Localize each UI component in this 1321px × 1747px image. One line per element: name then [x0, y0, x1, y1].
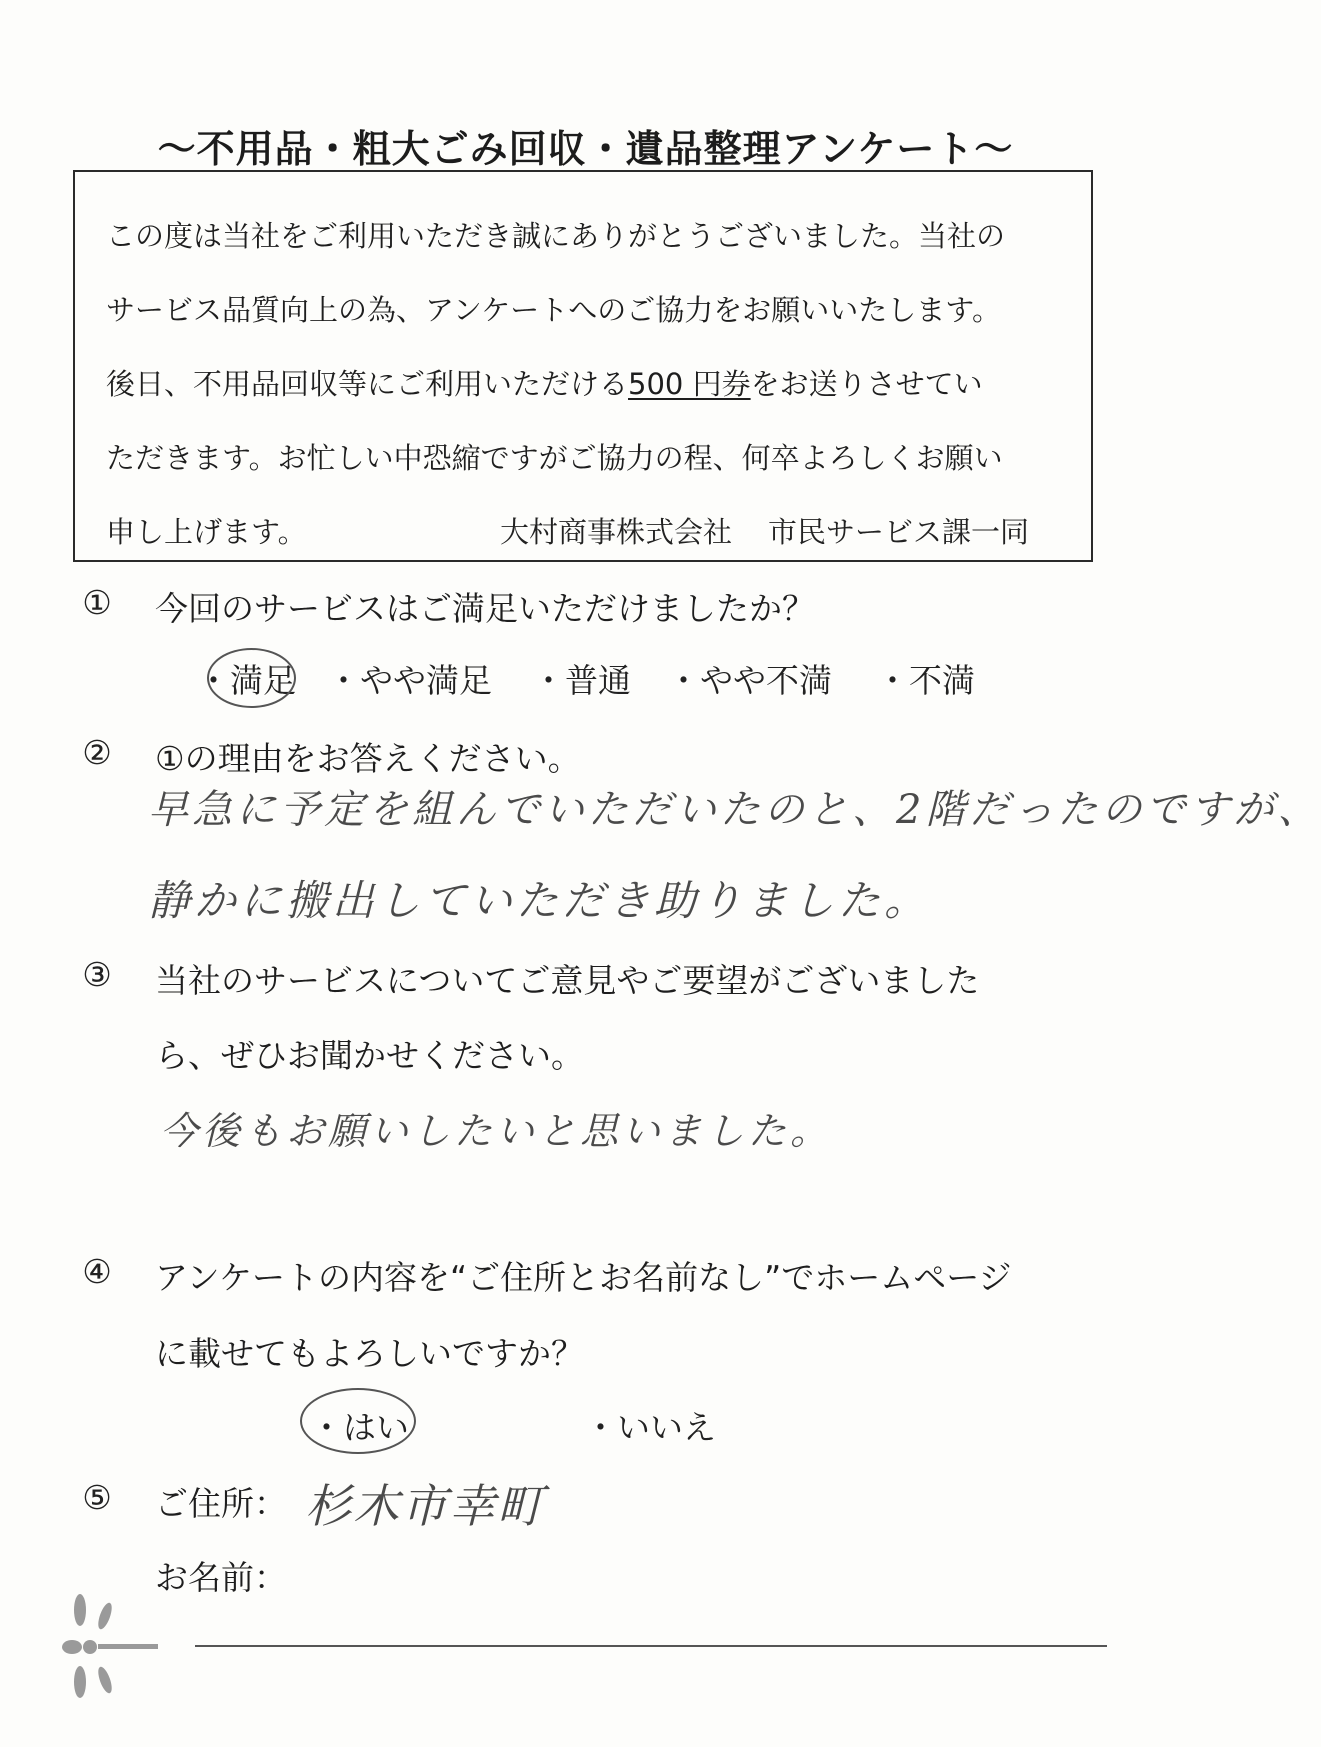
q1-option-somewhat-dissatisfied[interactable]: ・やや不満	[667, 661, 832, 700]
q4-text-line-2: に載せてもよろしいですか？	[155, 1334, 584, 1373]
q4-selected-circle	[300, 1388, 416, 1454]
signature	[500, 510, 1029, 551]
address-value: 杉木市幸町	[305, 1479, 545, 1533]
q1-selected-circle	[207, 648, 296, 708]
q3-number: ③	[82, 955, 112, 994]
intro-box	[73, 170, 1093, 562]
intro-line-4: ただきます。お忙しい中恐縮ですがご協力の程、何卒よろしくお願い	[106, 441, 1003, 475]
q3-answer: 今後もお願いしたいと思いました。	[160, 1109, 833, 1153]
address-label: ご住所：	[155, 1484, 287, 1523]
q2-answer-line-2: 静かに搬出していただき助りました。	[148, 876, 931, 925]
q1-option-dissatisfied[interactable]: ・不満	[876, 661, 975, 700]
q4-option-yes[interactable]: ・はい	[310, 1408, 409, 1447]
q5-number: ⑤	[82, 1478, 112, 1517]
q2-number: ②	[82, 733, 112, 772]
q3-text-line-1: 当社のサービスについてご意見やご要望がございました	[155, 961, 980, 1000]
q3-text-line-2: ら、ぜひお聞かせください。	[155, 1036, 584, 1075]
q1-option-neutral[interactable]: ・普通	[532, 661, 631, 700]
department-name: 市民サービス課一同	[767, 515, 1029, 549]
flower-icon	[60, 1592, 160, 1702]
name-label: お名前：	[155, 1558, 287, 1597]
q4-number: ④	[82, 1252, 112, 1291]
voucher-amount: 500 円券	[628, 367, 751, 401]
q1-option-somewhat-satisfied[interactable]: ・やや満足	[327, 661, 492, 700]
q1-option-satisfied[interactable]: ・満足	[197, 661, 296, 700]
intro-line-3-text: 後日、不用品回収等にご利用いただける	[106, 367, 629, 401]
intro-line-2: サービス品質向上の為、アンケートへのご協力をお願いいたします。	[106, 293, 1001, 327]
company-name: 大村商事株式会社	[499, 515, 732, 549]
q4-option-no[interactable]: ・いいえ	[584, 1408, 716, 1447]
name-signature-line	[195, 1645, 1107, 1647]
q1-number: ①	[82, 583, 112, 622]
intro-line-3-suffix: をお送りさせてい	[750, 367, 983, 401]
intro-line-1: この度は当社をご利用いただき誠にありがとうございました。当社の	[106, 219, 1006, 253]
q1-text: 今回のサービスはご満足いただけましたか？	[155, 589, 815, 628]
survey-title: ～不用品・粗大ごみ回収・遺品整理アンケート～	[157, 127, 1014, 171]
q4-text-line-1: アンケートの内容を“ご住所とお名前なし”でホームページ	[155, 1258, 1012, 1297]
intro-line-5: 申し上げます。	[106, 515, 307, 549]
q2-text: ①の理由をお答えください。	[155, 739, 581, 778]
q2-answer-line-1: 早急に予定を組んでいただいたのと、2階だったのですが、	[148, 787, 1321, 833]
intro-line-3	[106, 362, 983, 403]
